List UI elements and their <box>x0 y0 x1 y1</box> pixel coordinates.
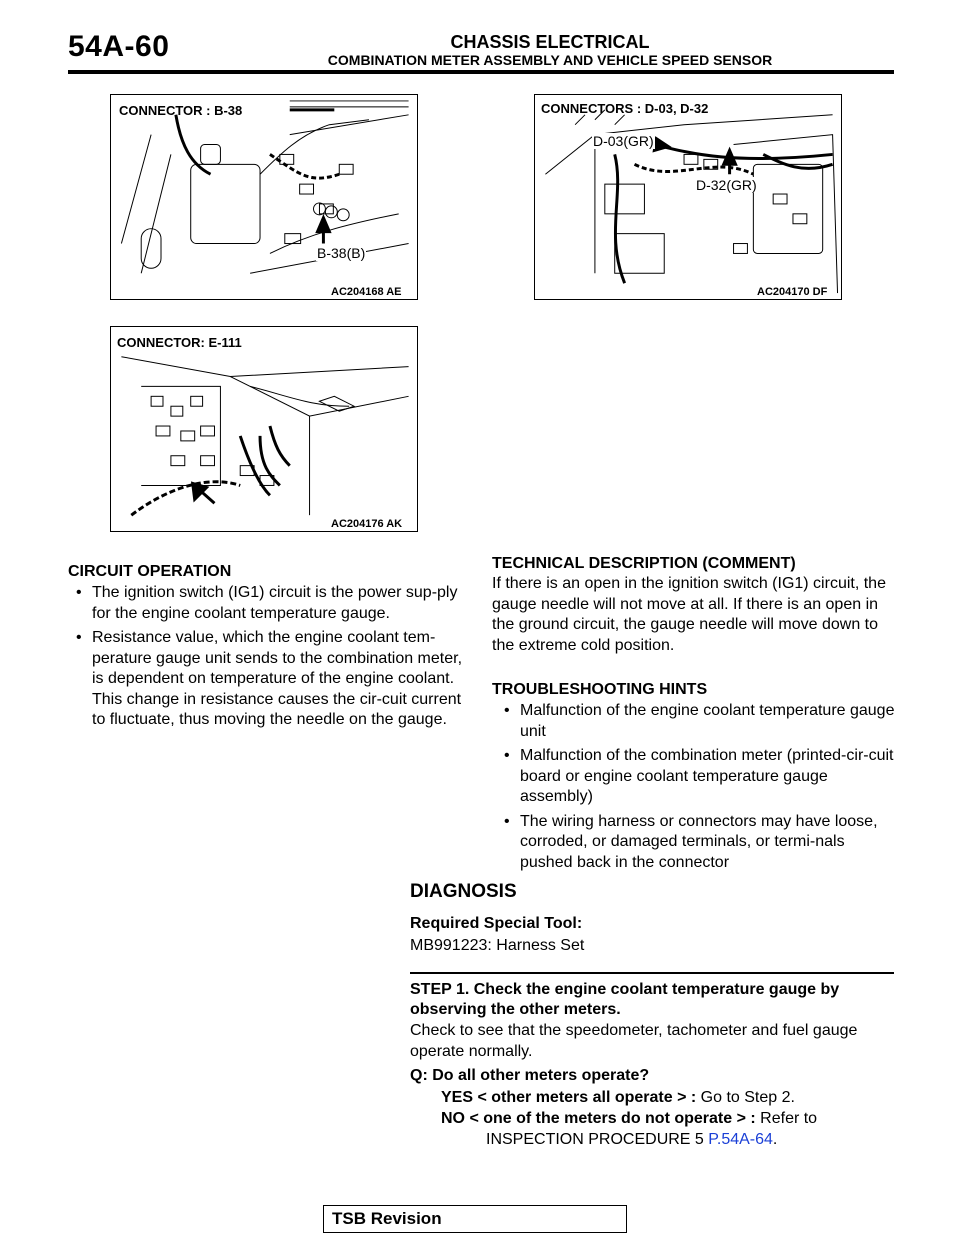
figure-connector-e111 <box>110 326 418 532</box>
page-number: 54A-60 <box>68 30 170 63</box>
required-tool-label: Required Special Tool: <box>410 915 583 932</box>
circuit-operation-list <box>72 583 470 735</box>
figure-caption: CONNECTORS : D-03, D-32 <box>541 101 709 116</box>
troubleshooting-list <box>500 701 896 877</box>
required-tool-value: MB991223: Harness Set <box>410 937 585 954</box>
bullet-icon: • <box>504 812 510 830</box>
header-subtitle: COMBINATION METER ASSEMBLY AND VEHICLE SPEED SENSOR <box>327 52 773 68</box>
diagnosis-question: Q: Do all other meters operate? <box>410 1067 650 1084</box>
step-title: STEP 1. Check the engine coolant temperature gauge by observing the other meters. <box>410 981 840 1018</box>
list-item: • Resistance value, which the engine coolant tem-perature gauge unit sends to the combination meter, is dependent on temperature of the engine coolant. This change in resistance causes the cir-cuit current to fluctuate, thus moving the needle on the gauge. <box>76 629 463 728</box>
list-item: • Malfunction of the combination meter (printed-cir-cuit board or engine coolant temperature gauge assembly) <box>504 747 894 805</box>
reference-text: INSPECTION PROCEDURE 5 <box>486 1131 709 1148</box>
figure-id: AC204170 DF <box>757 286 828 298</box>
technical-description-text: If there is an open in the ignition switch (IG1) circuit, the gauge needle will not move at all. If there is an open in the ground circuit, the gauge needle will move down to the extreme cold position. <box>492 575 886 654</box>
answer-no-reference <box>486 1131 777 1149</box>
figure-caption: CONNECTOR: E-111 <box>117 335 242 350</box>
header-rule <box>68 70 894 74</box>
reference-link[interactable]: P.54A-64 <box>708 1131 773 1148</box>
list-item: • Malfunction of the engine coolant temperature gauge unit <box>504 702 895 740</box>
diagnosis-heading: DIAGNOSIS <box>410 881 517 902</box>
answer-no-text: Refer to <box>755 1110 818 1127</box>
bullet-icon: • <box>76 584 82 601</box>
list-item: • The ignition switch (IG1) circuit is the power sup-ply for the engine coolant temperature gauge. <box>76 584 458 622</box>
reference-end: . <box>772 1131 778 1148</box>
tsb-revision-label: TSB Revision <box>332 1209 442 1228</box>
technical-description-heading: TECHNICAL DESCRIPTION (COMMENT) <box>492 555 796 572</box>
step-divider <box>410 972 894 974</box>
answer-yes-text: Go to Step 2. <box>696 1089 795 1106</box>
answer-no-label: NO < one of the meters do not operate > : <box>441 1110 756 1127</box>
bullet-icon: • <box>76 629 82 646</box>
answer-yes <box>441 1089 795 1107</box>
connector-callout: B-38(B) <box>317 245 366 261</box>
step-body: Check to see that the speedometer, tachometer and fuel gauge operate normally. <box>410 1022 858 1060</box>
answer-no <box>441 1110 817 1128</box>
figure-caption: CONNECTOR : B-38 <box>119 103 243 118</box>
answer-yes-label: YES < other meters all operate > : <box>441 1089 697 1106</box>
bullet-icon: • <box>504 747 510 764</box>
connector-callout-d03: D-03(GR) <box>593 133 654 149</box>
figure-connector-b38 <box>110 94 418 300</box>
connector-callout-d32: D-32(GR) <box>696 177 757 193</box>
figure-id: AC204176 AK <box>331 518 403 530</box>
figure-id: AC204168 AE <box>331 286 402 298</box>
header-title: CHASSIS ELECTRICAL <box>450 32 650 52</box>
bullet-icon: • <box>504 702 510 719</box>
dashboard-harness-illustration <box>535 95 841 299</box>
figure-connectors-d03-d32 <box>534 94 842 300</box>
under-dash-illustration <box>111 327 417 531</box>
troubleshooting-heading: TROUBLESHOOTING HINTS <box>492 681 708 698</box>
engine-bay-illustration <box>111 95 417 299</box>
circuit-operation-heading: CIRCUIT OPERATION <box>68 563 232 580</box>
list-item: • The wiring harness or connectors may have loose, corroded, or damaged terminals, or termi-nals pushed back in the connector <box>504 812 878 871</box>
